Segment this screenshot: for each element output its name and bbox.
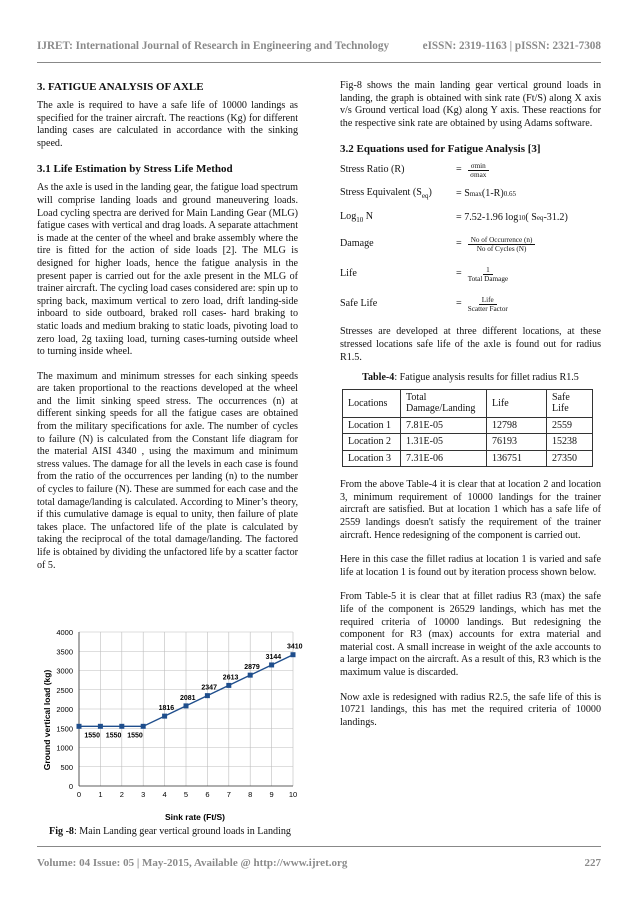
x-tick-label: 10 <box>288 790 298 799</box>
data-point <box>269 662 274 667</box>
paragraph: The axle is required to have a safe life of 10000 landings as specified for the trainer aircraft. The reactions (Kg) for different landing cases are calculated in accordance with the sinking speed. <box>37 100 298 149</box>
paragraph: As the axle is used in the landing gear, the fatigue load spectrum will comprise landing loads and ground maneuvering loads. Load cycling spectra are derived for Main Landing Gear (MLG) fatigue cases with vertical and drag loads. A separate attachment is made at the center of the wheel and brake assembly where the tire is fitted for the action of side loads [2]. The MLG is designed for higher loads, hence the fatigue analysis in the present paper is carried out for the axle present in the MLG of trainer aircraft. The cycling load cases considered are: spin up to spring back, maximum vertical to zero load, drift landing-side inboard to side outboard, braked roll cases- hard braking to static loads and medium braking to static loads, pivoting load to zero load, 2g taxiing load, turning cases-turning outside wheel to turning inside wheel. <box>37 182 298 358</box>
table-caption: Table-4: Fatigue analysis results for fillet radius R1.5 <box>362 372 579 384</box>
line-chart <box>37 620 303 823</box>
paragraph: The maximum and minimum stresses for each sinking speeds are taken proportional to the reactions developed at the wheel and the limit sinking speed stress. The occurrences (n) at different sinking speeds for all the fatigue cases are obtained from the military specifications for axle. The number of cycles to failure (N) is calculated from the Constant life diagram for the material AISI 4340 , using the maximum and minimum stress values. The damage for all the levels in each case is found from the ratio of the occurrences per landing (n) to the number of cycles to failure (N). These are summed for each case and the total damage/landing is calculated. According to Miner’s theory, if this cumulative damage is equal to unity, then failure of plate takes place. The unfactored life of the plate is calculated by taking the reciprocal of the total damage/landing. The factored life is obtained by dividing the unfactored life by a scatter factor of 5. <box>37 370 298 571</box>
table-cell: 15238 <box>547 434 593 451</box>
data-point <box>119 724 124 729</box>
table-cell: 7.31E-06 <box>401 450 487 467</box>
table-row <box>343 417 593 434</box>
equation-life: Life = $\frac{1}{\text{Total Damage}}$ <box>340 265 509 283</box>
data-point <box>226 683 231 688</box>
equation-damage: Damage = $\frac{\text{No of Occurrence (n)}}{\text{No of Cycles (N)}}$ <box>340 234 601 254</box>
fraction: $\frac{\text{No of Occurrence (n)}}{\text{No of Cycles (N)}}$ <box>468 236 536 253</box>
data-label: 2613 <box>222 674 239 682</box>
footer-divider <box>37 846 601 847</box>
equations-block <box>340 160 601 314</box>
paragraph: Now axle is redesigned with radius R2.5, the safe life of this is 10721 landings, this has met the required criteria of 10000 landings. <box>340 691 601 728</box>
table-row <box>343 450 593 467</box>
equations-title: 3.2 Equations used for Fatigue Analysis [3] <box>340 143 541 156</box>
data-label: 1550 <box>105 732 122 740</box>
table-cell: 27350 <box>547 450 593 467</box>
data-point <box>141 724 146 729</box>
data-point <box>98 724 103 729</box>
data-point <box>77 724 82 729</box>
x-tick-label: 1 <box>98 790 103 799</box>
x-tick-label: 9 <box>269 790 274 799</box>
figure-caption <box>37 826 303 837</box>
data-label: 3144 <box>265 653 282 661</box>
y-tick-label: 1500 <box>56 724 73 734</box>
x-tick-label: 2 <box>119 790 124 799</box>
figure-8-chart <box>37 620 303 823</box>
y-tick-label: 3500 <box>56 647 73 657</box>
x-tick-label: 0 <box>76 790 82 799</box>
fraction: $\frac{\text{Life}}{\text{Scatter Factor}}$ <box>467 295 508 313</box>
table-cell: Location 2 <box>343 434 401 451</box>
x-tick-label: 6 <box>205 790 210 799</box>
table-cell: Location 1 <box>343 417 401 434</box>
data-label: 3410 <box>287 643 303 651</box>
data-label: 2879 <box>244 664 260 672</box>
table-cell: 7.81E-05 <box>401 417 487 434</box>
page-footer <box>37 857 601 869</box>
x-tick-label: 3 <box>141 790 146 799</box>
page-header <box>37 40 601 52</box>
paragraph: Fig-8 shows the main landing gear vertical ground loads in landing, the graph is obtained with sink rate (Ft/S) along X axis v/s Ground vertical load (Kg) along Y axis. These reactions for the respective sink rate are obtained by using Adams software. <box>340 80 601 129</box>
table-cell: 2559 <box>547 417 593 434</box>
equation-safe-life: Safe Life = $\frac{\text{Life}}{\text{Scatter Factor}}$ <box>340 295 508 313</box>
y-tick-label: 1000 <box>56 743 73 753</box>
paragraph: Here in this case the fillet radius at location 1 is varied and safe life at location 1 is found out by iteration process shown below. <box>340 554 601 578</box>
paragraph: From Table-5 it is clear that at fillet radius R3 (max) the safe life of the component is 26529 landings, which has met the required criteria of 10000 landings. But redesigning the component for R3 (max) accounts for extra material and material cost. A small increase in weight of the axle accounts to a large impact on the aircraft. As a result of this, R3 which is the maximum value is discarded. <box>340 591 601 678</box>
table-header-row <box>343 389 593 417</box>
equation-stress-ratio: Stress Ratio (R) = $\frac{\sigma\min}{\sigma\max}$ <box>340 160 601 180</box>
data-label: 1816 <box>158 705 175 713</box>
table-cell: 1.31E-05 <box>401 434 487 451</box>
table-cell: 12798 <box>487 417 547 434</box>
journal-link[interactable]: http://www.ijret.org <box>253 857 348 869</box>
x-tick-label: 8 <box>248 790 253 799</box>
data-point <box>184 703 189 708</box>
table-header-cell: Total Damage/Landing <box>401 389 487 417</box>
table-row <box>343 434 593 451</box>
data-label: 2347 <box>201 684 217 692</box>
figure-caption-label: Fig -8 <box>49 826 74 837</box>
table-header-cell: Life <box>487 389 547 417</box>
data-point <box>162 714 167 719</box>
table-cell: 136751 <box>487 450 547 467</box>
data-point <box>248 673 253 678</box>
x-tick-label: 7 <box>226 790 231 799</box>
data-point <box>291 652 296 657</box>
left-column <box>37 80 298 572</box>
paragraph: Stresses are developed at three different locations, at these stressed locations safe life of the axle is found out for radius R1.5. <box>340 326 601 363</box>
data-label: 2081 <box>180 694 196 702</box>
data-point <box>205 693 210 698</box>
table-cell: Location 3 <box>343 450 401 467</box>
right-column <box>340 80 601 729</box>
y-tick-label: 0 <box>68 782 73 791</box>
fraction: $\frac{\sigma\min}{\sigma\max}$ <box>468 162 489 179</box>
section-title: 3. FATIGUE ANALYSIS OF AXLE <box>37 81 204 93</box>
y-tick-label: 4000 <box>56 628 73 637</box>
journal-title: IJRET: International Journal of Research in Engineering and Technology <box>37 40 390 52</box>
data-label: 1550 <box>127 732 143 740</box>
table-header-cell: Safe Life <box>547 389 593 417</box>
y-tick-label: 3000 <box>56 666 73 676</box>
issn: eISSN: 2319-1163 | pISSN: 2321-7308 <box>422 40 601 52</box>
table-cell: 76193 <box>487 434 547 451</box>
paragraph: From the above Table-4 it is clear that at location 2 and location 3, minimum requirement of 10000 landings for the trainer aircraft are satisfied. But at location 1 which has a safe life of 2559 landings doesn't satisfy the requirement of the trainer aircraft. Hence redesigning of the component is carried out. <box>340 479 601 541</box>
fatigue-results-table <box>342 389 593 468</box>
fraction: $\frac{1}{\text{Total Damage}}$ <box>467 265 509 283</box>
footer-volume: Volume: 04 Issue: 05 | May-2015, Available @ http://www.ijret.org <box>37 857 348 869</box>
x-tick-label: 5 <box>183 790 189 799</box>
y-tick-label: 500 <box>60 762 73 772</box>
y-axis-label: Ground vertical load (kg) <box>42 669 52 771</box>
equation-stress-equivalent: Stress Equivalent $(S_{eq})$ = S max (1-R) 0.65 <box>340 186 517 200</box>
y-tick-label: 2500 <box>56 685 73 695</box>
x-tick-label: 4 <box>162 790 167 799</box>
header-divider <box>37 62 601 63</box>
equation-log-n: Log$_{10}$ N = 7.52-1.96 log 10 ( S eq -31.2) <box>340 210 568 224</box>
table-header-cell: Locations <box>343 389 401 417</box>
figure-caption-text: : Main Landing gear vertical ground loads in Landing <box>73 826 291 837</box>
x-axis-label: Sink rate (Ft/S) <box>165 812 225 822</box>
subsection-title: 3.1 Life Estimation by Stress Life Method <box>37 163 233 176</box>
y-tick-label: 2000 <box>56 705 73 714</box>
page-number: 227 <box>584 857 601 869</box>
data-label: 1550 <box>84 732 100 740</box>
